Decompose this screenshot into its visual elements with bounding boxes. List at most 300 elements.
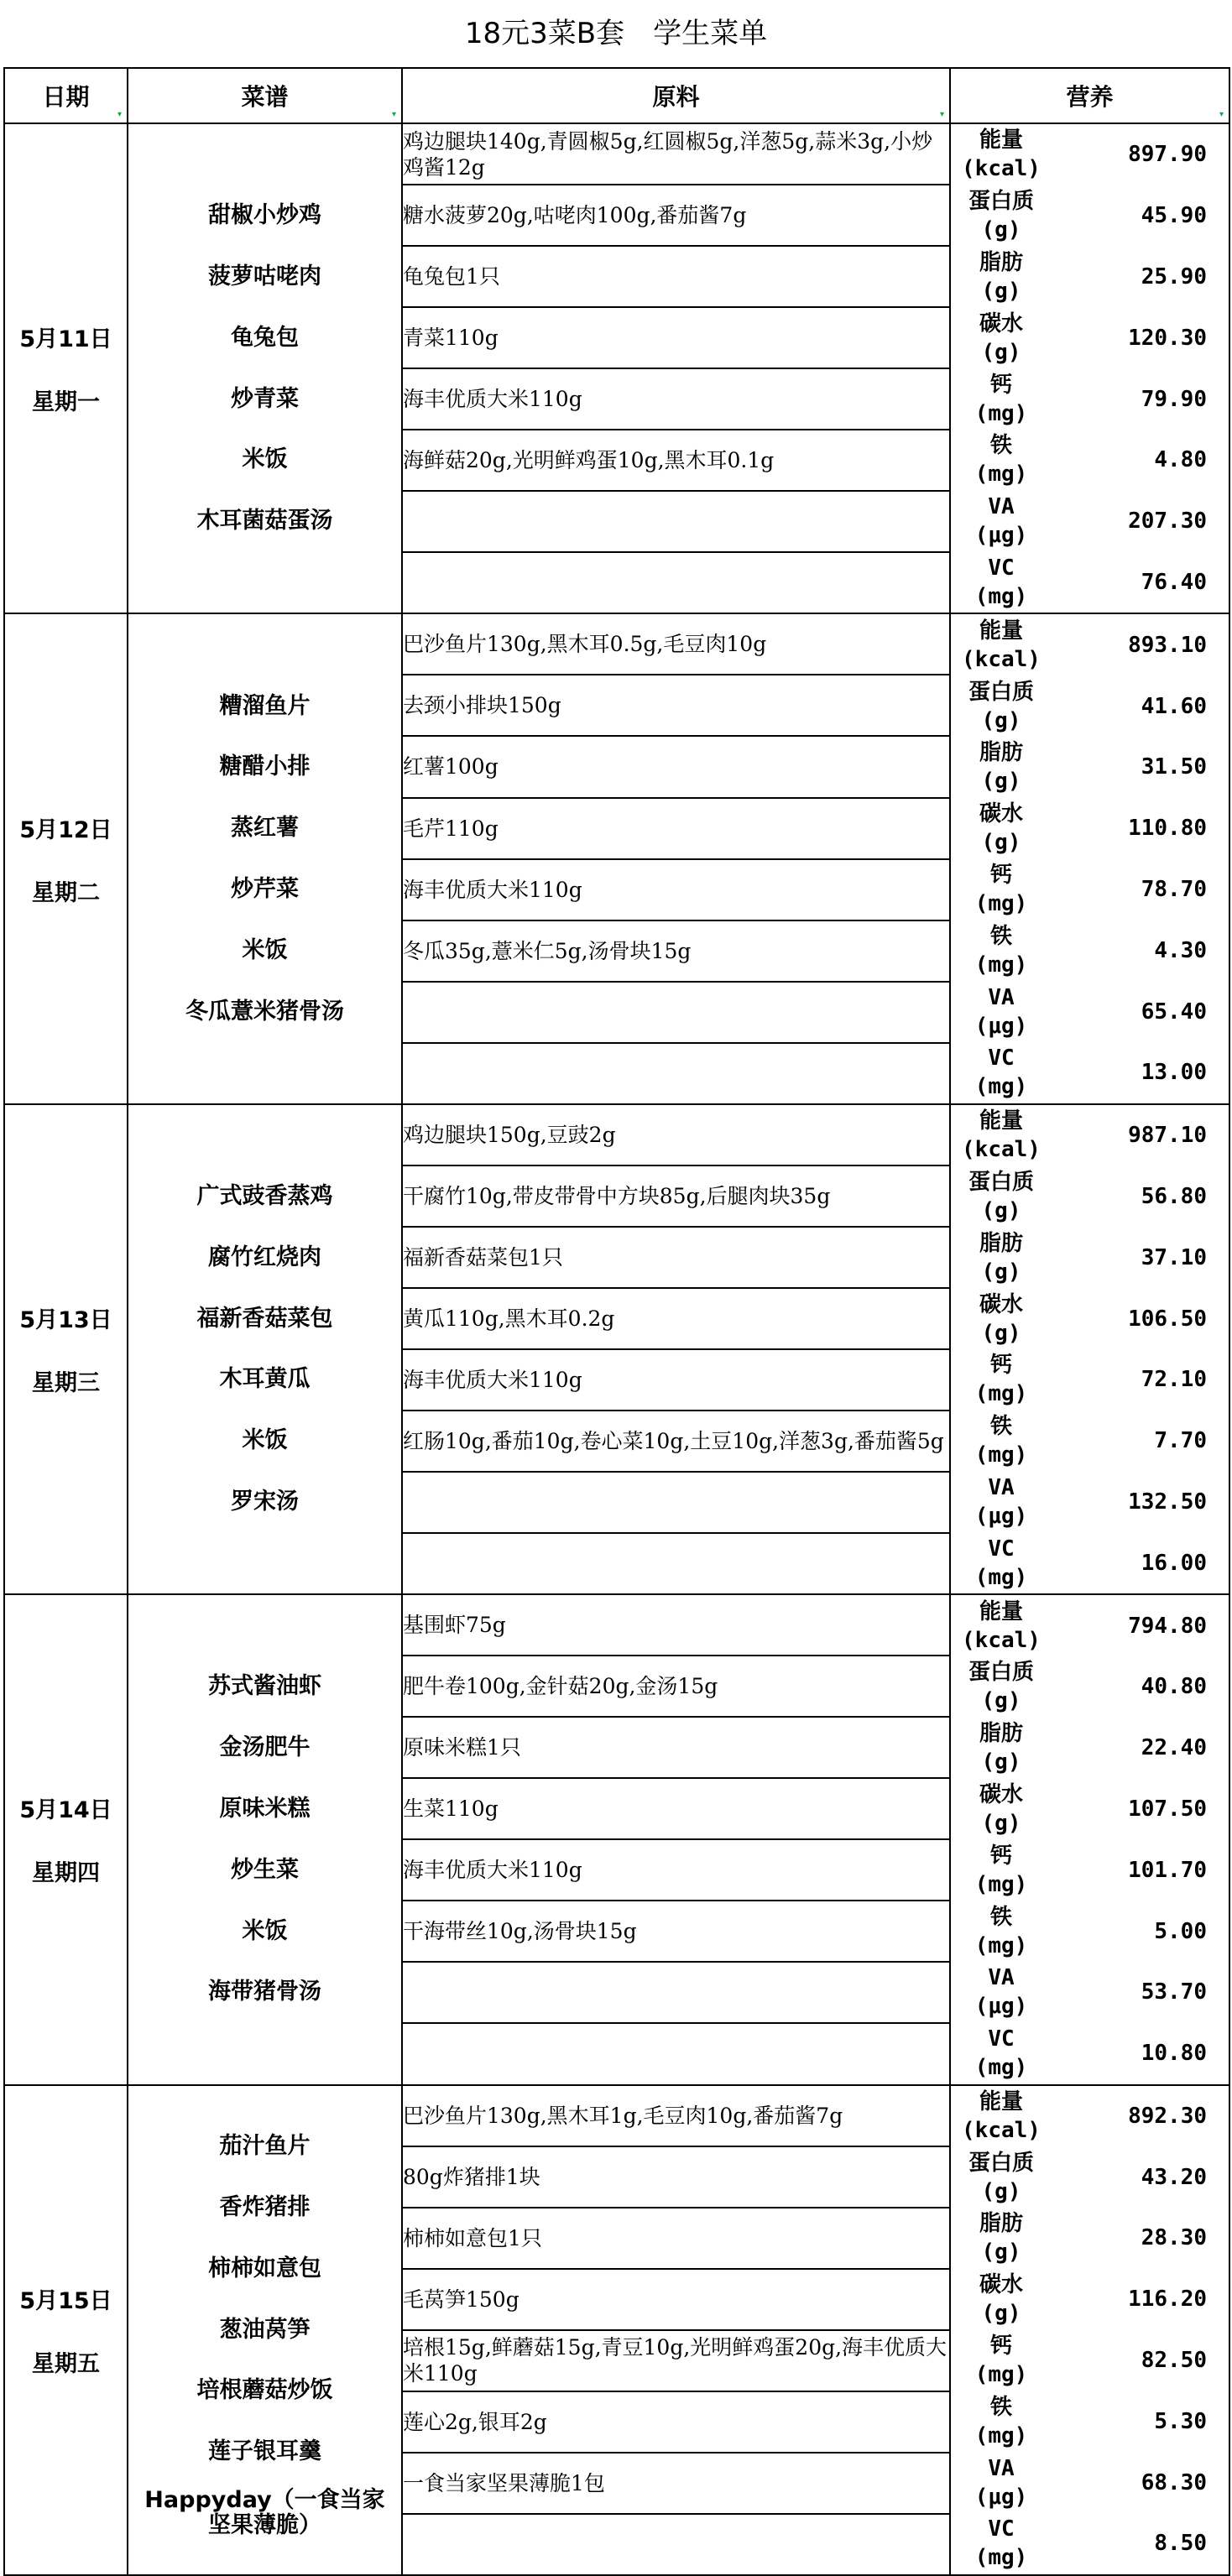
- nutrient-unit: (g): [981, 2301, 1021, 2327]
- nutrition-row: [951, 491, 1229, 552]
- nutrient-value: 65.40: [1141, 999, 1207, 1025]
- nutrient-unit: (mg): [974, 1074, 1028, 1100]
- nutrient-label: [951, 371, 1052, 428]
- nutrient-value: 22.40: [1141, 1735, 1207, 1761]
- nutrient-name: 碳水: [979, 801, 1023, 827]
- nutrient-unit: (μg): [974, 523, 1028, 549]
- nutrient-unit: (mg): [974, 2422, 1028, 2448]
- nutrient-value: 4.30: [1154, 937, 1207, 963]
- nutrient-name: 脂肪: [979, 740, 1023, 766]
- nutrient-value: 40.80: [1141, 1674, 1207, 1700]
- nutrient-value: 7.70: [1154, 1428, 1207, 1454]
- nutrition-cell[interactable]: [950, 123, 1229, 613]
- nutrition-row: [951, 1839, 1229, 1901]
- dish-name: 木耳菌菇蛋汤: [196, 508, 333, 534]
- nutrient-value: 897.90: [1128, 142, 1207, 168]
- page-title: 18元3菜B套 学生菜单: [464, 17, 768, 50]
- nutrient-unit: (g): [981, 1320, 1021, 1346]
- nutrient-unit: (mg): [974, 1442, 1028, 1468]
- date-cell[interactable]: [4, 1104, 128, 1594]
- nutrition-row: [951, 124, 1229, 185]
- nutrition-row: [951, 2513, 1229, 2574]
- nutrient-value: 120.30: [1128, 325, 1207, 351]
- nutrient-label: [951, 310, 1052, 367]
- header-nutrition[interactable]: 营养 ▾: [950, 68, 1229, 123]
- ingredient-cell[interactable]: 80g炸猪排1块: [402, 2146, 950, 2208]
- nutrient-name: 蛋白质: [968, 1169, 1034, 1195]
- nutrition-row: [951, 307, 1229, 368]
- nutrition-cell[interactable]: [950, 1104, 1229, 1594]
- nutrient-value: 4.80: [1154, 447, 1207, 473]
- dish-name: 米饭: [242, 1917, 288, 1944]
- nutrition-row: [951, 1166, 1229, 1228]
- date-cell[interactable]: [4, 613, 128, 1103]
- nutrition-cell[interactable]: [950, 2085, 1229, 2575]
- nutrient-label: [951, 431, 1052, 488]
- nutrient-label: [951, 2393, 1052, 2450]
- ingredient-cell[interactable]: 福新香菇菜包1只: [402, 1227, 950, 1288]
- nutrient-unit: (kcal): [962, 646, 1041, 672]
- nutrient-value: 207.30: [1128, 508, 1207, 534]
- nutrition-row: [951, 920, 1229, 981]
- nutrient-label: [951, 554, 1052, 611]
- nutrient-value: 5.30: [1154, 2408, 1207, 2434]
- filter-marker-icon[interactable]: ▾: [939, 110, 944, 119]
- nutrient-value: 45.90: [1141, 203, 1207, 229]
- dish-name: 柿柿如意包: [208, 2255, 321, 2281]
- nutrient-label: [951, 617, 1052, 674]
- dish-name: 茄汁鱼片: [219, 2133, 311, 2160]
- table-row: [4, 1594, 1229, 1656]
- nutrient-name: 蛋白质: [968, 189, 1034, 215]
- ingredient-cell[interactable]: 去颈小排块150g: [402, 675, 950, 736]
- nutrition-row: [951, 737, 1229, 798]
- nutrition-row: [951, 1349, 1229, 1411]
- nutrient-name: VA: [988, 984, 1015, 1010]
- ingredient-cell[interactable]: 海丰优质大米110g: [402, 1349, 950, 1411]
- nutrient-unit: (g): [981, 278, 1021, 304]
- nutrient-unit: (g): [981, 1688, 1021, 1714]
- nutrient-label: [951, 1412, 1052, 1469]
- nutrient-value: 893.10: [1128, 632, 1207, 658]
- dish-name: 糟溜鱼片: [219, 692, 311, 719]
- nutrient-unit: (mg): [974, 1381, 1028, 1407]
- nutrient-unit: (kcal): [962, 2117, 1041, 2143]
- nutrient-unit: (mg): [974, 1564, 1028, 1590]
- dish-name: 甜椒小炒鸡: [208, 202, 321, 229]
- ingredient-cell[interactable]: 糖水菠萝20g,咕咾肉100g,番茄酱7g: [402, 185, 950, 246]
- dish-name: Happyday（一食当家坚果薄脆）: [144, 2487, 385, 2539]
- nutrient-unit: (g): [981, 707, 1021, 733]
- nutrient-label: [951, 1842, 1052, 1899]
- nutrient-name: VC: [988, 1046, 1015, 1072]
- nutrient-label: [951, 2332, 1052, 2389]
- nutrient-unit: (μg): [974, 1013, 1028, 1039]
- ingredient-cell[interactable]: [402, 1962, 950, 2023]
- nutrient-value: 43.20: [1141, 2164, 1207, 2190]
- weekday-text: 星期一: [32, 389, 100, 416]
- nutrient-unit: (kcal): [962, 156, 1041, 182]
- nutrient-unit: (mg): [974, 1932, 1028, 1958]
- weekday-text: 星期三: [32, 1369, 100, 1396]
- nutrition-row: [951, 2146, 1229, 2208]
- nutrient-label: [951, 1963, 1052, 2021]
- nutrient-value: 101.70: [1128, 1857, 1207, 1883]
- nutrient-label: [951, 2454, 1052, 2511]
- nutrient-unit: (mg): [974, 461, 1028, 488]
- nutrient-value: 16.00: [1141, 1550, 1207, 1576]
- nutrient-unit: (mg): [974, 400, 1028, 426]
- nutrient-label: [951, 1719, 1052, 1776]
- nutrient-label: [951, 493, 1052, 550]
- ingredient-cell[interactable]: [402, 552, 950, 613]
- header-row: [4, 68, 1229, 123]
- date-cell[interactable]: [4, 123, 128, 613]
- nutrient-name: 蛋白质: [968, 679, 1034, 705]
- dish-list-cell[interactable]: [128, 123, 402, 613]
- nutrient-label: [951, 1168, 1052, 1225]
- nutrition-row: [951, 1411, 1229, 1472]
- nutrient-value: 53.70: [1141, 1979, 1207, 2005]
- dish-list-cell[interactable]: [128, 613, 402, 1103]
- nutrient-name: 能量: [979, 618, 1023, 644]
- nutrient-label: [951, 1781, 1052, 1838]
- ingredient-cell[interactable]: [402, 2023, 950, 2084]
- nutrient-name: 钙: [989, 1843, 1012, 1869]
- ingredient-cell[interactable]: 肥牛卷100g,金针菇20g,金汤15g: [402, 1656, 950, 1717]
- dish-name: 冬瓜薏米猪骨汤: [185, 998, 344, 1025]
- nutrient-label: [951, 1229, 1052, 1286]
- date-cell[interactable]: [4, 2085, 128, 2575]
- table-row: [4, 1104, 1229, 1165]
- nutrient-label: [951, 861, 1052, 918]
- nutrient-name: 碳水: [979, 1781, 1023, 1807]
- weekday-text: 星期二: [32, 879, 100, 906]
- nutrition-row: [951, 2391, 1229, 2452]
- ingredient-cell[interactable]: 毛莴笋150g: [402, 2269, 950, 2330]
- dish-list-cell[interactable]: [128, 2085, 402, 2575]
- ingredient-cell[interactable]: 一食当家坚果薄脆1包: [402, 2453, 950, 2514]
- dish-name: 罗宋汤: [231, 1488, 299, 1515]
- nutrition-row: [951, 1472, 1229, 1533]
- nutrition-row: [951, 2452, 1229, 2513]
- weekday-text: 星期四: [32, 1860, 100, 1887]
- nutrient-name: 钙: [989, 372, 1012, 398]
- nutrient-label: [951, 1658, 1052, 1715]
- nutrient-label: [951, 1473, 1052, 1530]
- nutrition-row: [951, 1962, 1229, 2023]
- header-ingredients[interactable]: 原料 ▾: [402, 68, 950, 123]
- nutrition-row: [951, 1901, 1229, 1962]
- nutrient-value: 106.50: [1128, 1306, 1207, 1332]
- dish-list-cell[interactable]: [128, 1594, 402, 2084]
- nutrient-unit: (mg): [974, 583, 1028, 609]
- nutrition-row: [951, 430, 1229, 491]
- ingredient-cell[interactable]: 黄瓜110g,黑木耳0.2g: [402, 1288, 950, 1349]
- nutrient-unit: (mg): [974, 952, 1028, 978]
- dish-name: 龟兔包: [231, 324, 299, 351]
- date-text: 5月12日: [19, 816, 112, 843]
- nutrition-row: [951, 2208, 1229, 2269]
- nutrient-unit: (g): [981, 830, 1021, 856]
- nutrient-value: 107.50: [1128, 1796, 1207, 1822]
- header-dish[interactable]: 菜谱 ▾: [128, 68, 402, 123]
- nutrient-label: [951, 1291, 1052, 1348]
- nutrient-unit: (kcal): [962, 1627, 1041, 1653]
- nutrition-row: [951, 859, 1229, 920]
- nutrient-name: 碳水: [979, 310, 1023, 336]
- ingredient-cell[interactable]: 毛芹110g: [402, 798, 950, 859]
- nutrient-unit: (mg): [974, 890, 1028, 916]
- filter-marker-icon[interactable]: ▾: [1219, 110, 1224, 119]
- nutrient-label: [951, 126, 1052, 183]
- date-text: 5月14日: [19, 1797, 112, 1824]
- dish-name: 炒青菜: [231, 385, 299, 412]
- dish-name: 莲子银耳羹: [208, 2438, 321, 2465]
- dish-list-cell[interactable]: [128, 1104, 402, 1594]
- nutrient-label: [951, 2025, 1052, 2082]
- nutrient-value: 116.20: [1128, 2287, 1207, 2313]
- nutrient-unit: (g): [981, 1259, 1021, 1285]
- dish-name: 腐竹红烧肉: [208, 1244, 321, 1270]
- ingredient-cell[interactable]: 鸡边腿块140g,青圆椒5g,红圆椒5g,洋葱5g,蒜米3g,小炒鸡酱12g: [402, 123, 950, 185]
- date-text: 5月11日: [19, 326, 112, 353]
- nutrient-value: 76.40: [1141, 569, 1207, 595]
- nutrient-name: VA: [988, 2455, 1015, 2481]
- nutrient-unit: (g): [981, 1197, 1021, 1223]
- nutrition-row: [951, 1288, 1229, 1349]
- dish-name: 米饭: [242, 446, 288, 473]
- nutrient-unit: (mg): [974, 2055, 1028, 2081]
- ingredient-cell[interactable]: 海丰优质大米110g: [402, 1839, 950, 1901]
- date-text: 5月15日: [19, 2287, 112, 2314]
- nutrient-name: 能量: [979, 1108, 1023, 1134]
- dish-name: 木耳黄瓜: [219, 1366, 311, 1393]
- ingredient-cell[interactable]: 柿柿如意包1只: [402, 2208, 950, 2269]
- dish-name: 培根蘑菇炒饭: [196, 2377, 333, 2404]
- nutrient-label: [951, 1535, 1052, 1592]
- nutrition-row: [951, 2269, 1229, 2330]
- nutrient-label: [951, 2149, 1052, 2206]
- ingredient-cell[interactable]: [402, 2514, 950, 2575]
- nutrient-name: 钙: [989, 1353, 1012, 1379]
- nutrient-label: [951, 2271, 1052, 2328]
- nutrient-name: 铁: [989, 1904, 1012, 1930]
- date-text: 5月13日: [19, 1306, 112, 1333]
- nutrient-unit: (g): [981, 2240, 1021, 2266]
- nutrient-value: 132.50: [1128, 1489, 1207, 1515]
- nutrient-unit: (g): [981, 339, 1021, 365]
- dish-name: 菠萝咕咾肉: [208, 263, 321, 289]
- nutrient-label: [951, 2088, 1052, 2145]
- nutrient-value: 56.80: [1141, 1183, 1207, 1209]
- nutrient-unit: (g): [981, 217, 1021, 243]
- nutrient-unit: (g): [981, 2178, 1021, 2204]
- nutrient-value: 10.80: [1141, 2041, 1207, 2067]
- nutrient-value: 5.00: [1154, 1918, 1207, 1944]
- nutrition-row: [951, 1656, 1229, 1718]
- dish-name: 炒芹菜: [231, 875, 299, 902]
- nutrition-row: [951, 614, 1229, 675]
- nutrient-name: VC: [988, 2516, 1015, 2542]
- nutrient-label: [951, 2209, 1052, 2266]
- nutrition-row: [951, 247, 1229, 308]
- nutrition-row: [951, 1779, 1229, 1840]
- nutrient-unit: (g): [981, 769, 1021, 795]
- dish-name: 米饭: [242, 1427, 288, 1454]
- nutrient-unit: (kcal): [962, 1137, 1041, 1163]
- nutrient-label: [951, 1903, 1052, 1960]
- nutrient-name: VC: [988, 1536, 1015, 1562]
- dish-name: 福新香菇菜包: [196, 1305, 333, 1332]
- ingredient-cell[interactable]: 龟兔包1只: [402, 246, 950, 307]
- date-cell[interactable]: [4, 1594, 128, 2084]
- nutrient-unit: (mg): [974, 2362, 1028, 2388]
- nutrient-value: 892.30: [1128, 2103, 1207, 2129]
- nutrient-name: 碳水: [979, 2272, 1023, 2298]
- nutrient-name: VA: [988, 494, 1015, 520]
- nutrient-value: 79.90: [1141, 386, 1207, 412]
- ingredient-cell[interactable]: 莲心2g,银耳2g: [402, 2391, 950, 2453]
- nutrient-name: 脂肪: [979, 1230, 1023, 1256]
- nutrient-value: 794.80: [1128, 1613, 1207, 1639]
- filter-marker-icon[interactable]: ▾: [117, 110, 122, 119]
- nutrient-name: 蛋白质: [968, 2150, 1034, 2176]
- ingredient-cell[interactable]: 培根15g,鲜蘑菇15g,青豆10g,光明鲜鸡蛋20g,海丰优质大米110g: [402, 2330, 950, 2391]
- nutrition-row: [951, 675, 1229, 737]
- nutrient-label: [951, 187, 1052, 244]
- nutrition-row: [951, 552, 1229, 613]
- nutrient-label: [951, 800, 1052, 857]
- ingredient-cell[interactable]: [402, 982, 950, 1043]
- nutrition-row: [951, 1227, 1229, 1288]
- nutrient-name: 脂肪: [979, 2211, 1023, 2237]
- nutrient-value: 37.10: [1141, 1244, 1207, 1270]
- nutrition-row: [951, 2330, 1229, 2391]
- nutrient-value: 28.30: [1141, 2225, 1207, 2251]
- nutrition-row: [951, 2023, 1229, 2084]
- nutrient-unit: (g): [981, 1810, 1021, 1836]
- nutrient-value: 31.50: [1141, 754, 1207, 780]
- nutrition-cell[interactable]: [950, 1594, 1229, 2084]
- nutrient-value: 987.10: [1128, 1123, 1207, 1149]
- nutrient-unit: (mg): [974, 1871, 1028, 1897]
- table-row: [4, 123, 1229, 185]
- header-date[interactable]: 日期 ▾: [4, 68, 128, 123]
- dish-name: 苏式酱油虾: [208, 1673, 321, 1700]
- nutrient-unit: (μg): [974, 1503, 1028, 1529]
- table-row: [4, 613, 1229, 675]
- nutrition-row: [951, 981, 1229, 1042]
- nutrient-unit: (g): [981, 1749, 1021, 1776]
- dish-name: 香炸猪排: [219, 2194, 311, 2221]
- nutrient-name: VA: [988, 1965, 1015, 1991]
- nutrient-name: 能量: [979, 1598, 1023, 1624]
- nutrient-value: 13.00: [1141, 1060, 1207, 1086]
- ingredient-cell[interactable]: 干腐竹10g,带皮带骨中方块85g,后腿肉块35g: [402, 1165, 950, 1227]
- nutrient-label: [951, 678, 1052, 735]
- nutrient-name: 铁: [989, 433, 1012, 459]
- nutrition-row: [951, 1718, 1229, 1779]
- ingredient-cell[interactable]: [402, 491, 950, 552]
- nutrient-value: 68.30: [1141, 2469, 1207, 2495]
- ingredient-cell[interactable]: 原味米糕1只: [402, 1717, 950, 1778]
- ingredient-cell[interactable]: 海鲜菇20g,光明鲜鸡蛋10g,黑木耳0.1g: [402, 430, 950, 491]
- dish-name: 原味米糕: [219, 1795, 311, 1822]
- nutrient-label: [951, 2515, 1052, 2572]
- ingredient-cell[interactable]: 红肠10g,番茄10g,卷心菜10g,土豆10g,洋葱3g,番茄酱5g: [402, 1411, 950, 1472]
- nutrient-name: 钙: [989, 862, 1012, 888]
- ingredient-cell[interactable]: 生菜110g: [402, 1778, 950, 1839]
- ingredient-cell[interactable]: 巴沙鱼片130g,黑木耳1g,毛豆肉10g,番茄酱7g: [402, 2085, 950, 2146]
- dish-name: 蒸红薯: [231, 815, 299, 842]
- nutrient-unit: (μg): [974, 2484, 1028, 2510]
- nutrient-label: [951, 1598, 1052, 1655]
- nutrient-value: 78.70: [1141, 876, 1207, 902]
- nutrient-value: 25.90: [1141, 263, 1207, 289]
- dish-name: 炒生菜: [231, 1856, 299, 1883]
- dish-name: 米饭: [242, 936, 288, 963]
- nutrient-name: VC: [988, 2026, 1015, 2052]
- ingredient-cell[interactable]: 鸡边腿块150g,豆豉2g: [402, 1104, 950, 1165]
- nutrient-label: [951, 922, 1052, 979]
- ingredient-cell[interactable]: 基围虾75g: [402, 1594, 950, 1656]
- ingredient-cell[interactable]: 海丰优质大米110g: [402, 859, 950, 920]
- nutrient-value: 82.50: [1141, 2348, 1207, 2374]
- nutrition-row: [951, 185, 1229, 247]
- dish-name: 广式豉香蒸鸡: [196, 1182, 333, 1209]
- menu-table: [3, 67, 1230, 2576]
- nutrient-label: [951, 1044, 1052, 1101]
- ingredient-cell[interactable]: 海丰优质大米110g: [402, 368, 950, 430]
- dish-name: 糖醋小排: [219, 754, 311, 780]
- nutrient-name: VA: [988, 1474, 1015, 1500]
- nutrient-name: 脂肪: [979, 1721, 1023, 1747]
- nutrient-value: 72.10: [1141, 1367, 1207, 1393]
- table-row: [4, 2085, 1229, 2146]
- ingredient-cell[interactable]: 青菜110g: [402, 307, 950, 368]
- filter-marker-icon[interactable]: ▾: [391, 110, 396, 119]
- ingredient-cell[interactable]: 巴沙鱼片130g,黑木耳0.5g,毛豆肉10g: [402, 613, 950, 675]
- ingredient-cell[interactable]: [402, 1472, 950, 1533]
- nutrient-name: 蛋白质: [968, 1660, 1034, 1686]
- nutrient-name: 能量: [979, 2088, 1023, 2115]
- nutrient-name: 钙: [989, 2334, 1012, 2360]
- nutrient-name: 铁: [989, 1414, 1012, 1440]
- nutrition-row: [951, 1042, 1229, 1103]
- nutrient-name: 能量: [979, 128, 1023, 154]
- nutrient-label: [951, 248, 1052, 305]
- ingredient-cell[interactable]: [402, 1043, 950, 1104]
- dish-name: 海带猪骨汤: [208, 1979, 321, 2005]
- weekday-text: 星期五: [32, 2350, 100, 2377]
- nutrient-unit: (mg): [974, 2545, 1028, 2571]
- nutrient-value: 41.60: [1141, 693, 1207, 719]
- ingredient-cell[interactable]: 干海带丝10g,汤骨块15g: [402, 1901, 950, 1962]
- nutrition-row: [951, 2086, 1229, 2147]
- nutrient-value: 110.80: [1128, 816, 1207, 842]
- ingredient-cell[interactable]: 红薯100g: [402, 736, 950, 797]
- nutrient-label: [951, 983, 1052, 1040]
- dish-name: 葱油莴笋: [219, 2316, 311, 2343]
- ingredient-cell[interactable]: [402, 1533, 950, 1594]
- ingredient-cell[interactable]: 冬瓜35g,薏米仁5g,汤骨块15g: [402, 920, 950, 982]
- nutrient-name: 脂肪: [979, 249, 1023, 275]
- nutrient-label: [951, 1107, 1052, 1164]
- nutrition-cell[interactable]: [950, 613, 1229, 1103]
- nutrient-name: 铁: [989, 923, 1012, 949]
- nutrition-row: [951, 1105, 1229, 1166]
